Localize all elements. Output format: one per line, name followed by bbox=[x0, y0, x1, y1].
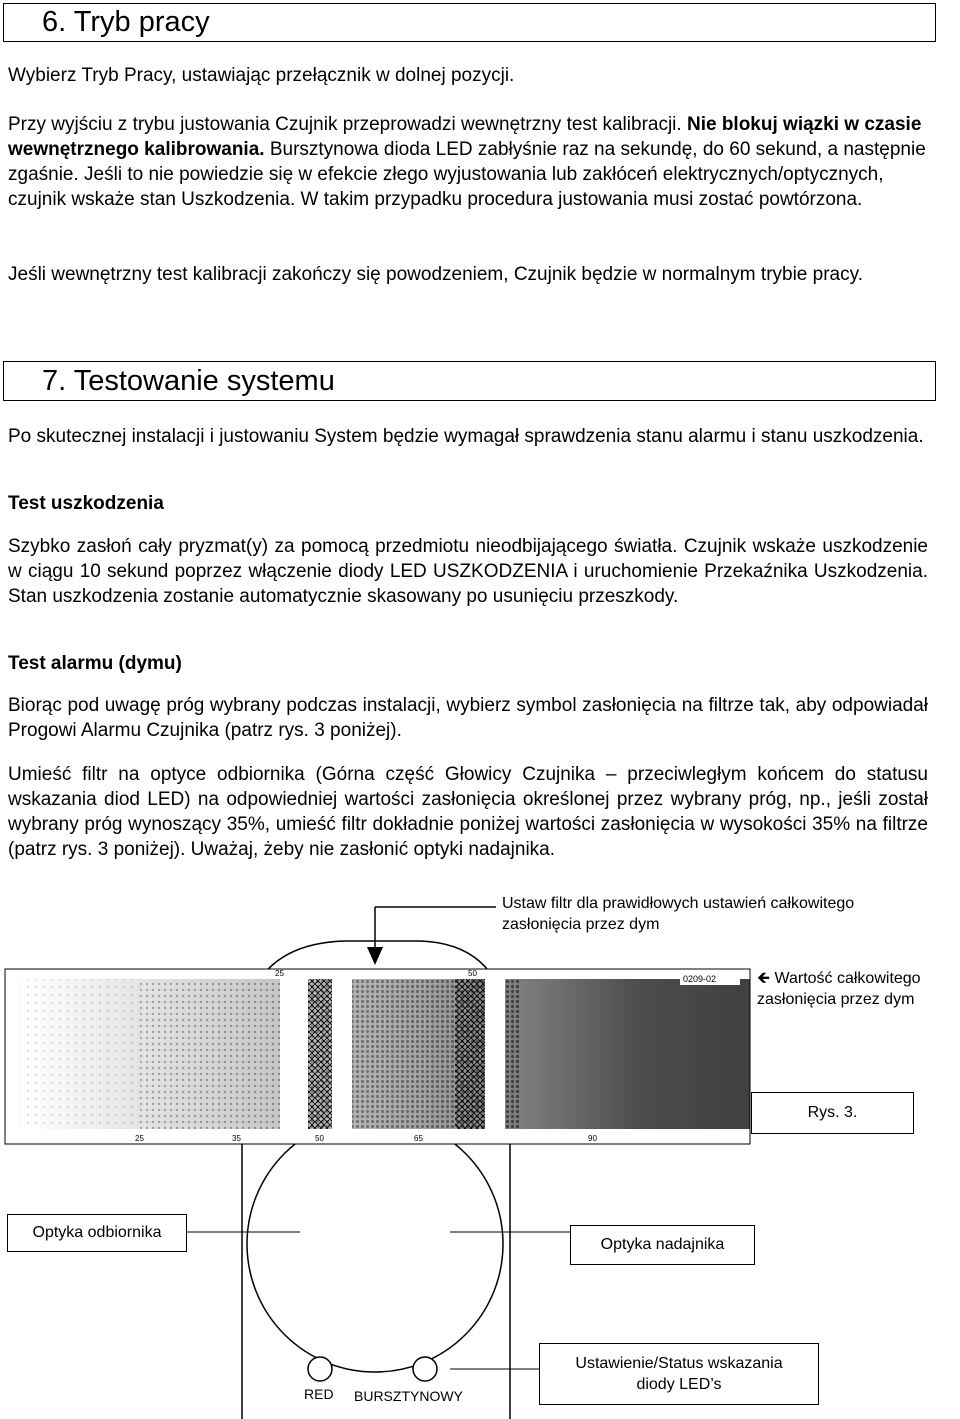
tick-top-25: 25 bbox=[275, 969, 284, 978]
led-status-label: Ustawienie/Status wskazania diody LED’s bbox=[539, 1343, 819, 1405]
filter-code-label: 0209-02 bbox=[683, 974, 717, 984]
figure-3-drawing bbox=[0, 879, 960, 1419]
heading-alarm-test: Test alarmu (dymu) bbox=[8, 653, 182, 674]
calibration-text-b: Bursztynowa dioda LED zabłyśnie raz na sekundę, do 60 sekund, a następnie zgaśnie. Jeśli to nie powiedzie się w efekcie złego wyjustowania lub zakłóceń elektrycznych/optycznych, czujnik wskaże stan Uszkodzenia. W takim przypadku procedura justowania musi zostać powtórzona. bbox=[8, 139, 926, 210]
paragraph-select-mode: Wybierz Tryb Pracy, ustawiając przełącznik w dolnej pozycji. bbox=[8, 65, 515, 86]
tick-top-50: 50 bbox=[468, 969, 477, 978]
section-6-header bbox=[3, 3, 936, 42]
tick-bottom-35: 35 bbox=[232, 1134, 241, 1143]
led-amber-label: BURSZTYNOWY bbox=[354, 1388, 463, 1404]
section-7-header bbox=[3, 361, 936, 401]
paragraph-normal-mode: Jeśli wewnętrzny test kalibracji zakończy się powodzeniem, Czujnik będzie w normalnym trybie pracy. bbox=[8, 264, 863, 285]
heading-fault-test: Test uszkodzenia bbox=[8, 493, 164, 514]
paragraph-alarm-filter: Umieść filtr na optyce odbiornika (Górna część Głowicy Czujnika – przeciwległym końcem do statusu wskazania diod LED) na odpowiedniej wartości zasłonięcia określonej przez wybrany próg, np., jeśli został wybrany próg wynoszący 35%, umieść filtr dokładnie poniżej wartości zasłonięcia w wysokości 35% na filtrze (patrz rys. 3 poniżej). Uważaj, żeby nie zasłonić optyki nadajnika. bbox=[8, 764, 928, 860]
figure-label-box: Rys. 3. bbox=[751, 1092, 914, 1134]
paragraph-fault-test: Szybko zasłoń cały pryzmat(y) za pomocą przedmiotu nieodbijającego światła. Czujnik wskaże uszkodzenie w ciągu 10 sekund poprzez włączenie diody LED USZKODZENIA i uruchomienie Przekaźnika Uszkodzenia. Stan uszkodzenia zostanie automatycznie skasowany po usunięciu przeszkody. bbox=[8, 536, 928, 607]
receiver-optic-label: Optyka odbiornika bbox=[7, 1214, 187, 1252]
led-red-label: RED bbox=[304, 1386, 334, 1402]
paragraph-calibration bbox=[8, 112, 928, 212]
calibration-warning: Nie blokuj wiązki w czasie wewnętrznego kalibrowania. bbox=[8, 114, 922, 160]
tick-bottom-25: 25 bbox=[135, 1134, 144, 1143]
calibration-text-a: Przy wyjściu z trybu justowania Czujnik przeprowadzi wewnętrzny test kalibracji. bbox=[8, 114, 687, 135]
section-6-title: 6. Tryb pracy bbox=[42, 6, 210, 38]
smoke-filter-strip bbox=[5, 969, 750, 1144]
transmitter-optic-label: Optyka nadajnika bbox=[570, 1225, 755, 1265]
tick-bottom-50: 50 bbox=[315, 1134, 324, 1143]
led-amber-indicator bbox=[413, 1357, 437, 1381]
section-7-title: 7. Testowanie systemu bbox=[42, 365, 335, 397]
paragraph-alarm-threshold: Biorąc pod uwagę próg wybrany podczas instalacji, wybierz symbol zasłonięcia na filtrze tak, aby odpowiadał Progowi Alarmu Czujnika (patrz rys. 3 poniżej). bbox=[8, 695, 928, 741]
paragraph-system-test: Po skutecznej instalacji i justowaniu System będzie wymagał sprawdzenia stanu alarmu i stanu uszkodzenia. bbox=[8, 426, 924, 447]
receiver-optic bbox=[247, 1116, 503, 1372]
led-red-indicator bbox=[308, 1357, 332, 1381]
total-obscuration-text: Wartość całkowitego zasłonięcia przez dym bbox=[757, 970, 921, 1008]
tick-bottom-65: 65 bbox=[414, 1134, 423, 1143]
tick-bottom-90: 90 bbox=[588, 1134, 597, 1143]
total-obscuration-callout bbox=[757, 968, 957, 1010]
filter-callout-text: Ustaw filtr dla prawidłowych ustawień całkowitego zasłonięcia przez dym bbox=[502, 895, 855, 933]
callout-arrow-head bbox=[367, 947, 383, 965]
left-arrow-icon: 🡸 bbox=[757, 970, 770, 987]
